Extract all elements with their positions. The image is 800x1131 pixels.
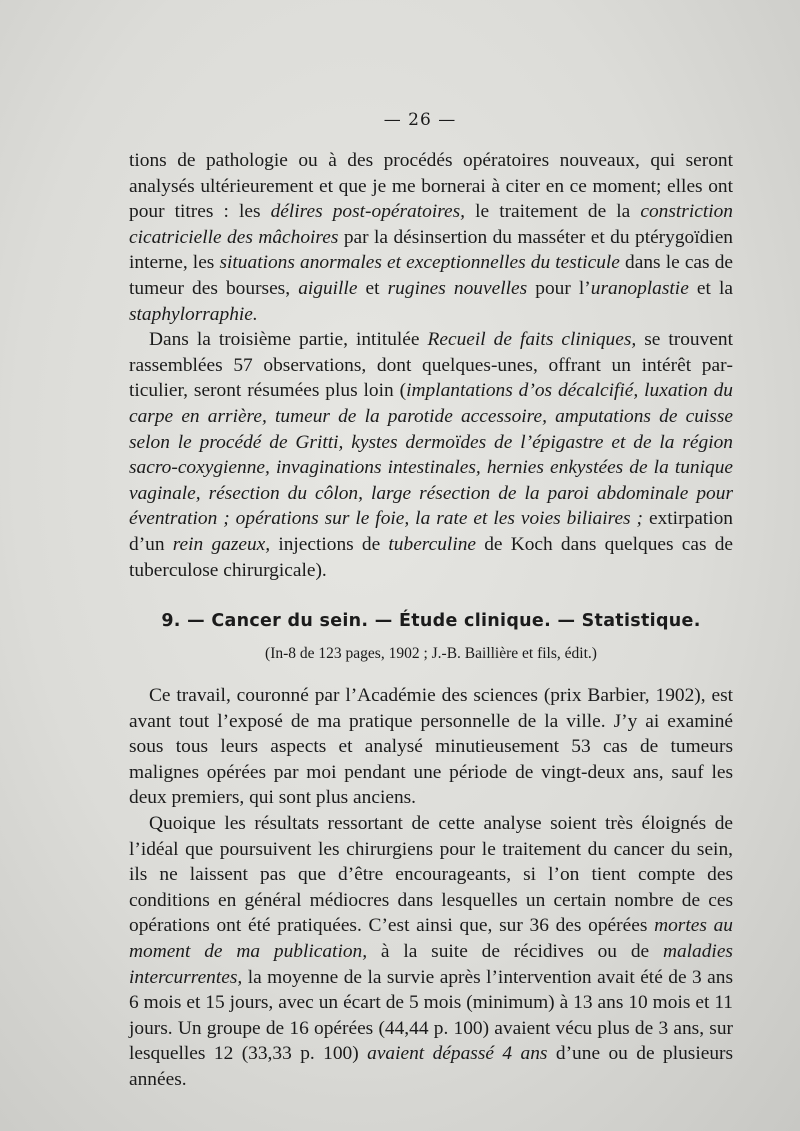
text-run: d’une ou de plusieurs années. xyxy=(129,1043,734,1090)
text-run: de Koch dans quelques cas de tuberculose chirurgicale). xyxy=(129,533,733,581)
section-heading: 9. — Cancer du sein. — Étude clinique. — Statistique. xyxy=(161,611,701,631)
text-run: se trouvent rassemblées 57 observations, dont quelques-unes, offrant un intérêt particulier, seront résumées plus loin ( xyxy=(129,329,733,402)
italic-run: constriction cicatricielle des mâchoires xyxy=(129,201,733,248)
upper-text xyxy=(129,148,733,583)
italic-run: avaient dépassé 4 ans xyxy=(367,1043,548,1065)
italic-run: délires post-opératoires, xyxy=(270,201,466,223)
third-part-paragraph xyxy=(129,327,733,583)
italic-run: staphylorraphie. xyxy=(129,303,258,325)
publication-info: (In-8 de 123 pages, 1902 ; J.-B. Baillière et fils, édit.) xyxy=(265,645,597,662)
italic-run: Recueil de faits cliniques, xyxy=(427,329,637,351)
italic-run: rein gazeux, xyxy=(172,533,271,555)
text-run: tions de pathologie ou à des procédés opératoires nouveaux, qui seront analysés ultérieurement et que je me bornerai à citer en ce moment; elles ont pour titres : les xyxy=(129,150,733,223)
italic-run: aiguille xyxy=(298,277,358,299)
text-run: Dans la troisième partie, intitulée xyxy=(149,329,428,351)
italic-run: rugines nouvelles xyxy=(387,277,528,299)
text-run: Quoique les résultats ressortant de cette analyse soient très éloignés de l’idéal que poursuivent les chirurgiens pour le traitement du cancer du sein, ils ne laissent pas que d’être encourageants, si l’on tient compte des conditions en général médiocres dans lesquelles un certain nombre de ces opérations ont été pratiquées. C’est ainsi que, sur 36 des opérées xyxy=(129,812,733,937)
text-run: pour l’ xyxy=(527,277,591,299)
results-paragraph xyxy=(129,811,733,1093)
text-run: injections de xyxy=(270,533,389,555)
lower-text xyxy=(129,683,733,1093)
work-paragraph xyxy=(129,683,733,811)
text-run: extirpation d’un xyxy=(129,508,733,555)
italic-run: uranoplastie xyxy=(590,277,689,299)
text-run: Ce travail, couronné par l’Académie des sciences (prix Barbier, 1902), est avant tout l’exposé de ma pratique personnelle de la ville. J’y ai examiné sous tous leurs aspects et analysé minutieusement 53 cas de tumeurs malignes opérées par moi pendant une période de vingt-deux ans, sauf les deux premiers, qui sont plus anciens. xyxy=(129,685,733,809)
page-number: — 26 — xyxy=(383,110,457,130)
italic-run: implantations d’os décalcifié, luxation du carpe en arrière, tumeur de la parotide accessoire, amputations de cuisse selon le procédé de Gritti, kystes dermoïdes de l’épigastre et de la région sacro-coxygienne, invaginations intestinales, hernies enkystées de la tunique vaginale, résection du côlon, large résection de la paroi abdominale pour éventration ; opérations sur le foie, la rate et les voies biliaires ; xyxy=(129,380,733,530)
italic-run: mortes au moment de ma publication, xyxy=(129,915,733,962)
text-run: et xyxy=(357,277,388,299)
text-run: la moyenne de la survie après l’intervention avait été de 3 ans 6 mois et 15 jours, avec un écart de 5 mois (minimum) à 13 ans 10 mois et 11 jours. Un groupe de 16 opérées (44,44 p. 100) avaient vécu plus de 3 ans, sur lesquelles 12 (33,33 p. 100) xyxy=(129,966,733,1065)
italic-run: tuberculine xyxy=(388,533,477,555)
italic-run: situations anormales et exceptionnelles du testicule xyxy=(219,252,620,274)
text-run: le traitement de la xyxy=(465,201,641,223)
text-run: à la suite de récidives ou de xyxy=(367,940,663,962)
intro-paragraph xyxy=(129,148,733,327)
text-run: par la désinsertion du masséter et du ptérygoïdien interne, les xyxy=(129,226,733,274)
text-run: dans le cas de tumeur des bourses, xyxy=(129,252,733,299)
text-run: et la xyxy=(688,277,734,299)
italic-run: maladies intercurrentes, xyxy=(129,940,733,988)
